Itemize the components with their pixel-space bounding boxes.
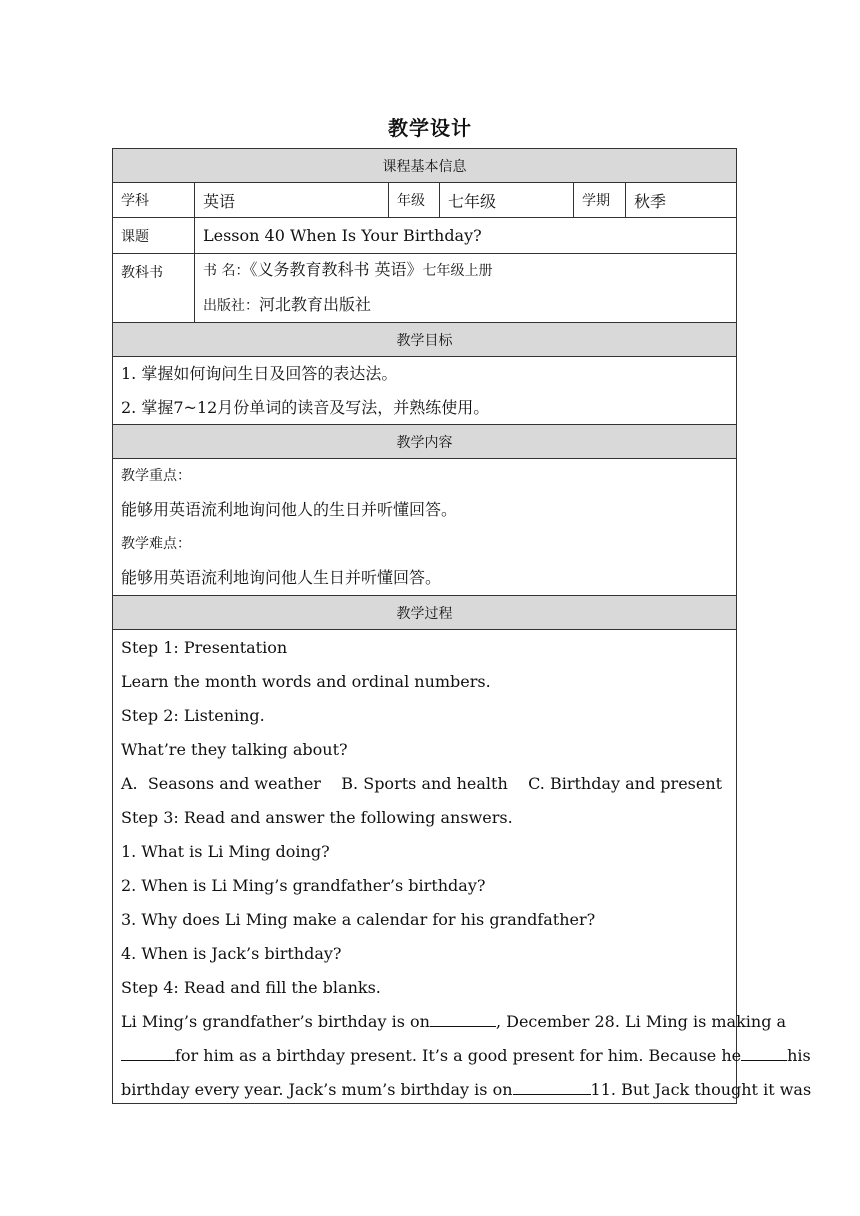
publisher-value: 河北教育出版社 <box>259 295 372 314</box>
publisher-line <box>203 288 371 323</box>
process-line: Step 3: Read and answer the following answers. <box>121 808 513 827</box>
term-value: 秋季 <box>634 191 667 211</box>
process-block <box>113 630 812 1103</box>
fill-text: for him as a birthday present. It’s a good present for him. Because he <box>175 1046 742 1065</box>
textbook-name-prefix: 书 名： <box>203 263 250 279</box>
process-line: 1. What is Li Ming doing? <box>121 842 330 861</box>
section-header-label: 教学过程 <box>396 605 453 622</box>
key-point-text: 能够用英语流利地询问他人的生日并听懂回答。 <box>121 500 458 519</box>
difficulty-label: 教学难点： <box>121 536 191 552</box>
section-header-label: 教学内容 <box>396 434 453 451</box>
section-header-label: 课程基本信息 <box>382 158 467 175</box>
grade-label: 年级 <box>389 183 440 217</box>
grade-value: 七年级 <box>440 183 574 217</box>
fill-blank <box>430 1012 496 1027</box>
fill-line <box>121 1073 812 1107</box>
term-label: 学期 <box>574 183 626 217</box>
textbook-row <box>112 254 737 323</box>
process-line: What’re they talking about? <box>121 740 348 759</box>
fill-blank <box>121 1046 175 1061</box>
section-header-process <box>112 596 737 630</box>
process-line: Step 1: Presentation <box>121 638 288 657</box>
process-line: 2. When is Li Ming’s grandfather’s birthday? <box>121 876 486 895</box>
section-header-basic <box>112 148 737 183</box>
textbook-info <box>195 254 736 322</box>
section-header-objectives <box>112 323 737 357</box>
section-header-label: 教学目标 <box>396 332 453 349</box>
difficulty-text: 能够用英语流利地询问他人生日并听懂回答。 <box>121 568 442 587</box>
content-block <box>113 459 736 595</box>
objective-item: 2. 掌握7~12月份单词的读音及写法，并熟练使用。 <box>121 397 490 417</box>
publisher-prefix: 出版社： <box>203 298 259 314</box>
lesson-value: Lesson 40 When Is Your Birthday? <box>203 226 482 245</box>
subject-value: 英语 <box>195 183 389 217</box>
fill-text: birthday every year. Jack’s mum’s birthday is on <box>121 1080 513 1099</box>
process-line: Step 2: Listening. <box>121 706 265 725</box>
fill-blank <box>741 1046 787 1061</box>
process-row <box>112 630 812 1104</box>
objective-item: 1. 掌握如何询问生日及回答的表达法。 <box>121 363 398 383</box>
fill-text: Li Ming’s grandfather’s birthday is on <box>121 1012 430 1031</box>
objectives-row <box>112 357 737 425</box>
objectives-list <box>113 357 736 424</box>
process-line: A. Seasons and weather B. Sports and health C. Birthday and present <box>121 774 723 793</box>
content-row <box>112 459 737 596</box>
lesson-plan-table <box>112 148 812 1104</box>
basic-info-row <box>112 183 737 218</box>
subject-label: 学科 <box>113 183 195 217</box>
page-title: 教学设计 <box>388 116 472 140</box>
fill-blank <box>513 1080 591 1095</box>
process-line: Step 4: Read and fill the blanks. <box>121 978 381 997</box>
key-point-label: 教学重点： <box>121 468 191 484</box>
section-header-content <box>112 425 737 459</box>
textbook-name-line <box>203 253 493 288</box>
fill-line <box>121 1039 811 1073</box>
process-line: 3. Why does Li Ming make a calendar for his grandfather? <box>121 910 596 929</box>
lesson-label: 课题 <box>113 218 195 253</box>
process-line: Learn the month words and ordinal numbers. <box>121 672 491 691</box>
fill-text: his <box>787 1046 811 1065</box>
textbook-name: 《义务教育教科书 英语》 <box>249 260 423 279</box>
process-line: 4. When is Jack’s birthday? <box>121 944 342 963</box>
fill-line <box>121 1005 787 1039</box>
fill-text: , December 28. Li Ming is making a <box>495 1012 787 1031</box>
fill-text: 11. But Jack thought it was <box>590 1080 812 1099</box>
lesson-row <box>112 218 737 254</box>
textbook-label: 教科书 <box>113 254 195 322</box>
textbook-volume: 七年级上册 <box>422 263 493 279</box>
